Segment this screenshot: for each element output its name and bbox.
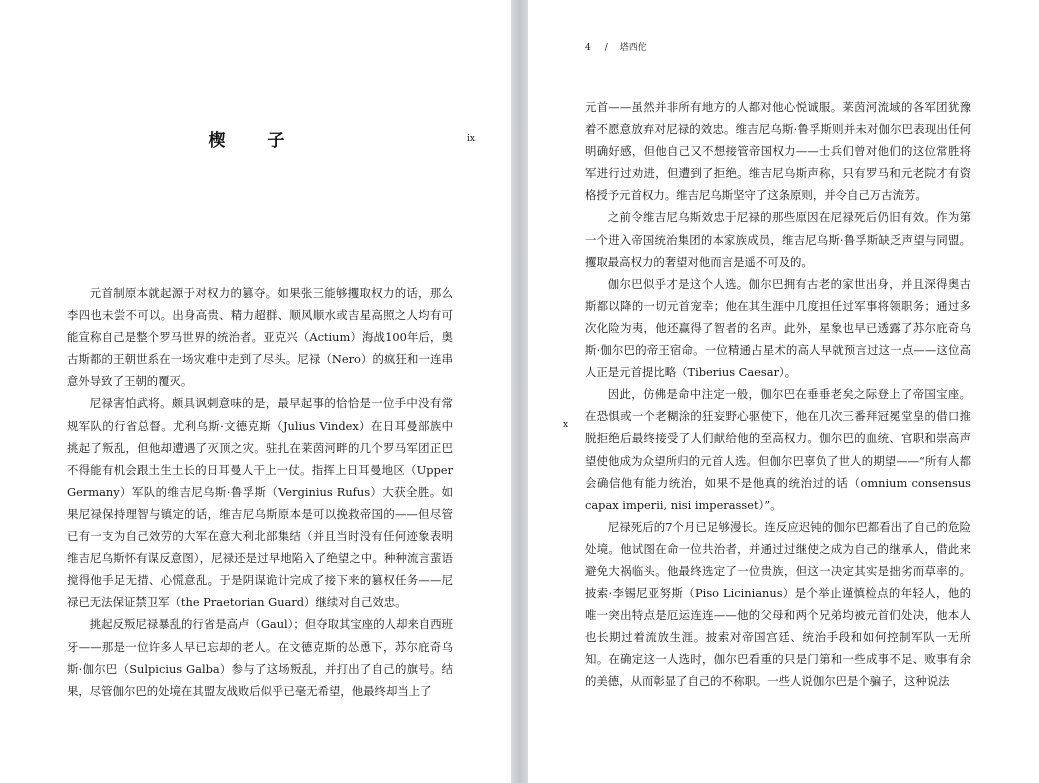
left-page [0, 0, 511, 783]
right-page [528, 0, 1039, 783]
paragraph: 元首——虽然并非所有地方的人都对他心悦诚服。莱茵河流域的各军团犹豫着不愿意放弃对尼禄的效忠。维吉尼乌斯·鲁孚斯则并未对伽尔巴表现出任何明确好感，但他自己又不想接管帝国权力——士兵们曾对他们的这位常胜将军进行过劝进，但遭到了拒绝。维吉尼乌斯声称，只有罗马和元老院才有资格授予元首权力。维吉尼乌斯坚守了这条原则，并令自己万古流芳。 [585, 100, 971, 203]
paragraph: 尼禄害怕武将。颇具讽刺意味的是，最早起事的恰恰是一位手中没有常规军队的行省总督。尤利乌斯·文德克斯（Julius Vindex）在日耳曼部族中挑起了叛乱，但他却遭遇了灭顶之灾。驻扎在莱茵河畔的几个罗马军团正巴不得能有机会跟土生土长的日耳曼人干上一仗。指挥上日耳曼地区（Upper Germany）军队的维吉尼乌斯·鲁孚斯（Verginius Rufus）大获全胜。如果尼禄保持理智与镇定的话，维吉尼乌斯原本是可以挽救帝国的——但尽管已有一支为自己效劳的大军在意大利北部集结（并且当时没有任何迹象表明维吉尼乌斯怀有谋反意图），尼禄还是过早地陷入了绝望之中。种种流言蜚语搅得他手足无措、心慌意乱。于是阴谋诡计完成了接下来的篡权任务——尼禄已无法保证禁卫军（the Praetorian Guard）继续对自己效忠。 [67, 396, 453, 610]
page-gutter [511, 0, 528, 783]
margin-page-marker: x [563, 420, 569, 430]
right-body-text [585, 96, 971, 693]
header-separator: / [604, 43, 608, 53]
paragraph: 尼禄死后的7个月已足够漫长。连反应迟钝的伽尔巴都看出了自己的危险处境。他试图在命一位共治者，并通过过继使之成为自己的继承人，借此来避免大祸临头。他最终选定了一位贵族，但这一决定其实是拙劣而草率的。披索·李锡尼亚努斯（Piso Licinianus）是个举止谨慎检点的年轻人，他的唯一突出特点是厄运连连——他的父母和两个兄弟均被元首们处决，他本人也长期过着流放生涯。披索对帝国宫廷、统治手段和如何控制军队一无所知。在确定这一人选时，伽尔巴看重的只是门第和一些成事不足、败事有余的美德，从而彰显了自己的不称职。一些人说伽尔巴是个骗子，这种说法 [585, 519, 971, 689]
page-number: 4 [585, 43, 591, 53]
paragraph: 之前令维吉尼乌斯效忠于尼禄的那些原因在尼禄死后仍旧有效。作为第一个进入帝国统治集团的本家族成员，维吉尼乌斯·鲁孚斯缺乏声望与同盟。攫取最高权力的奢望对他而言是遥不可及的。 [585, 210, 971, 269]
book-title: 塔西佗 [619, 43, 647, 53]
paragraph: 伽尔巴似乎才是这个人选。伽尔巴拥有古老的家世出身，并且深得奥古斯都以降的一切元首宠幸；他在其生涯中几度担任过军事将领职务；通过多次化险为夷，他还赢得了智者的名声。此外，星象也早已透露了苏尔庇奇乌斯·伽尔巴的帝王宿命。一位精通占星术的高人早就预言过这一点——这位高人正是元首提比略（Tiberius Caesar）。 [585, 276, 971, 380]
paragraph: 挑起反叛尼禄暴乱的行省是高卢（Gaul）；但夺取其宝座的人却来自西班牙——那是一位许多人早已忘却的老人。在文德克斯的怂恿下，苏尔庇奇乌斯·伽尔巴（Sulpicius Galba）参与了这场叛乱，并打出了自己的旗号。结果，尽管伽尔巴的处境在其盟友战败后似乎已毫无希望，他最终却当上了 [67, 617, 453, 698]
running-header [585, 40, 647, 53]
chapter-title: 楔 子 [208, 131, 303, 151]
margin-page-marker: ix [467, 134, 475, 144]
paragraph: 元首制原本就起源于对权力的篡夺。如果张三能够攫取权力的话，那么李四也未尝不可以。出身高贵、精力超群、顺风顺水或吉星高照之人均有可能宣称自己是整个罗马世界的统治者。亚克兴（Actium）海战100年后，奥古斯都的王朝世系在一场灾难中走到了尽头。尼禄（Nero）的疯狂和一连串意外导致了王朝的覆灭。 [67, 286, 453, 389]
paragraph: 因此，仿佛是命中注定一般，伽尔巴在垂垂老矣之际登上了帝国宝座。在恐惧或一个老糊涂的狂妄野心驱使下，他在几次三番拜冠冕堂皇的借口推脱拒绝后最终接受了人们献给他的至高权力。伽尔巴的血统、官职和崇高声望使他成为众望所归的元首人选。但伽尔巴辜负了世人的期望——“所有人都会确信他有能力统治，如果不是他真的统治过的话（omnium consensus capax imperii, nisi imperasset）”。 [585, 387, 971, 512]
left-body-text [67, 282, 453, 702]
